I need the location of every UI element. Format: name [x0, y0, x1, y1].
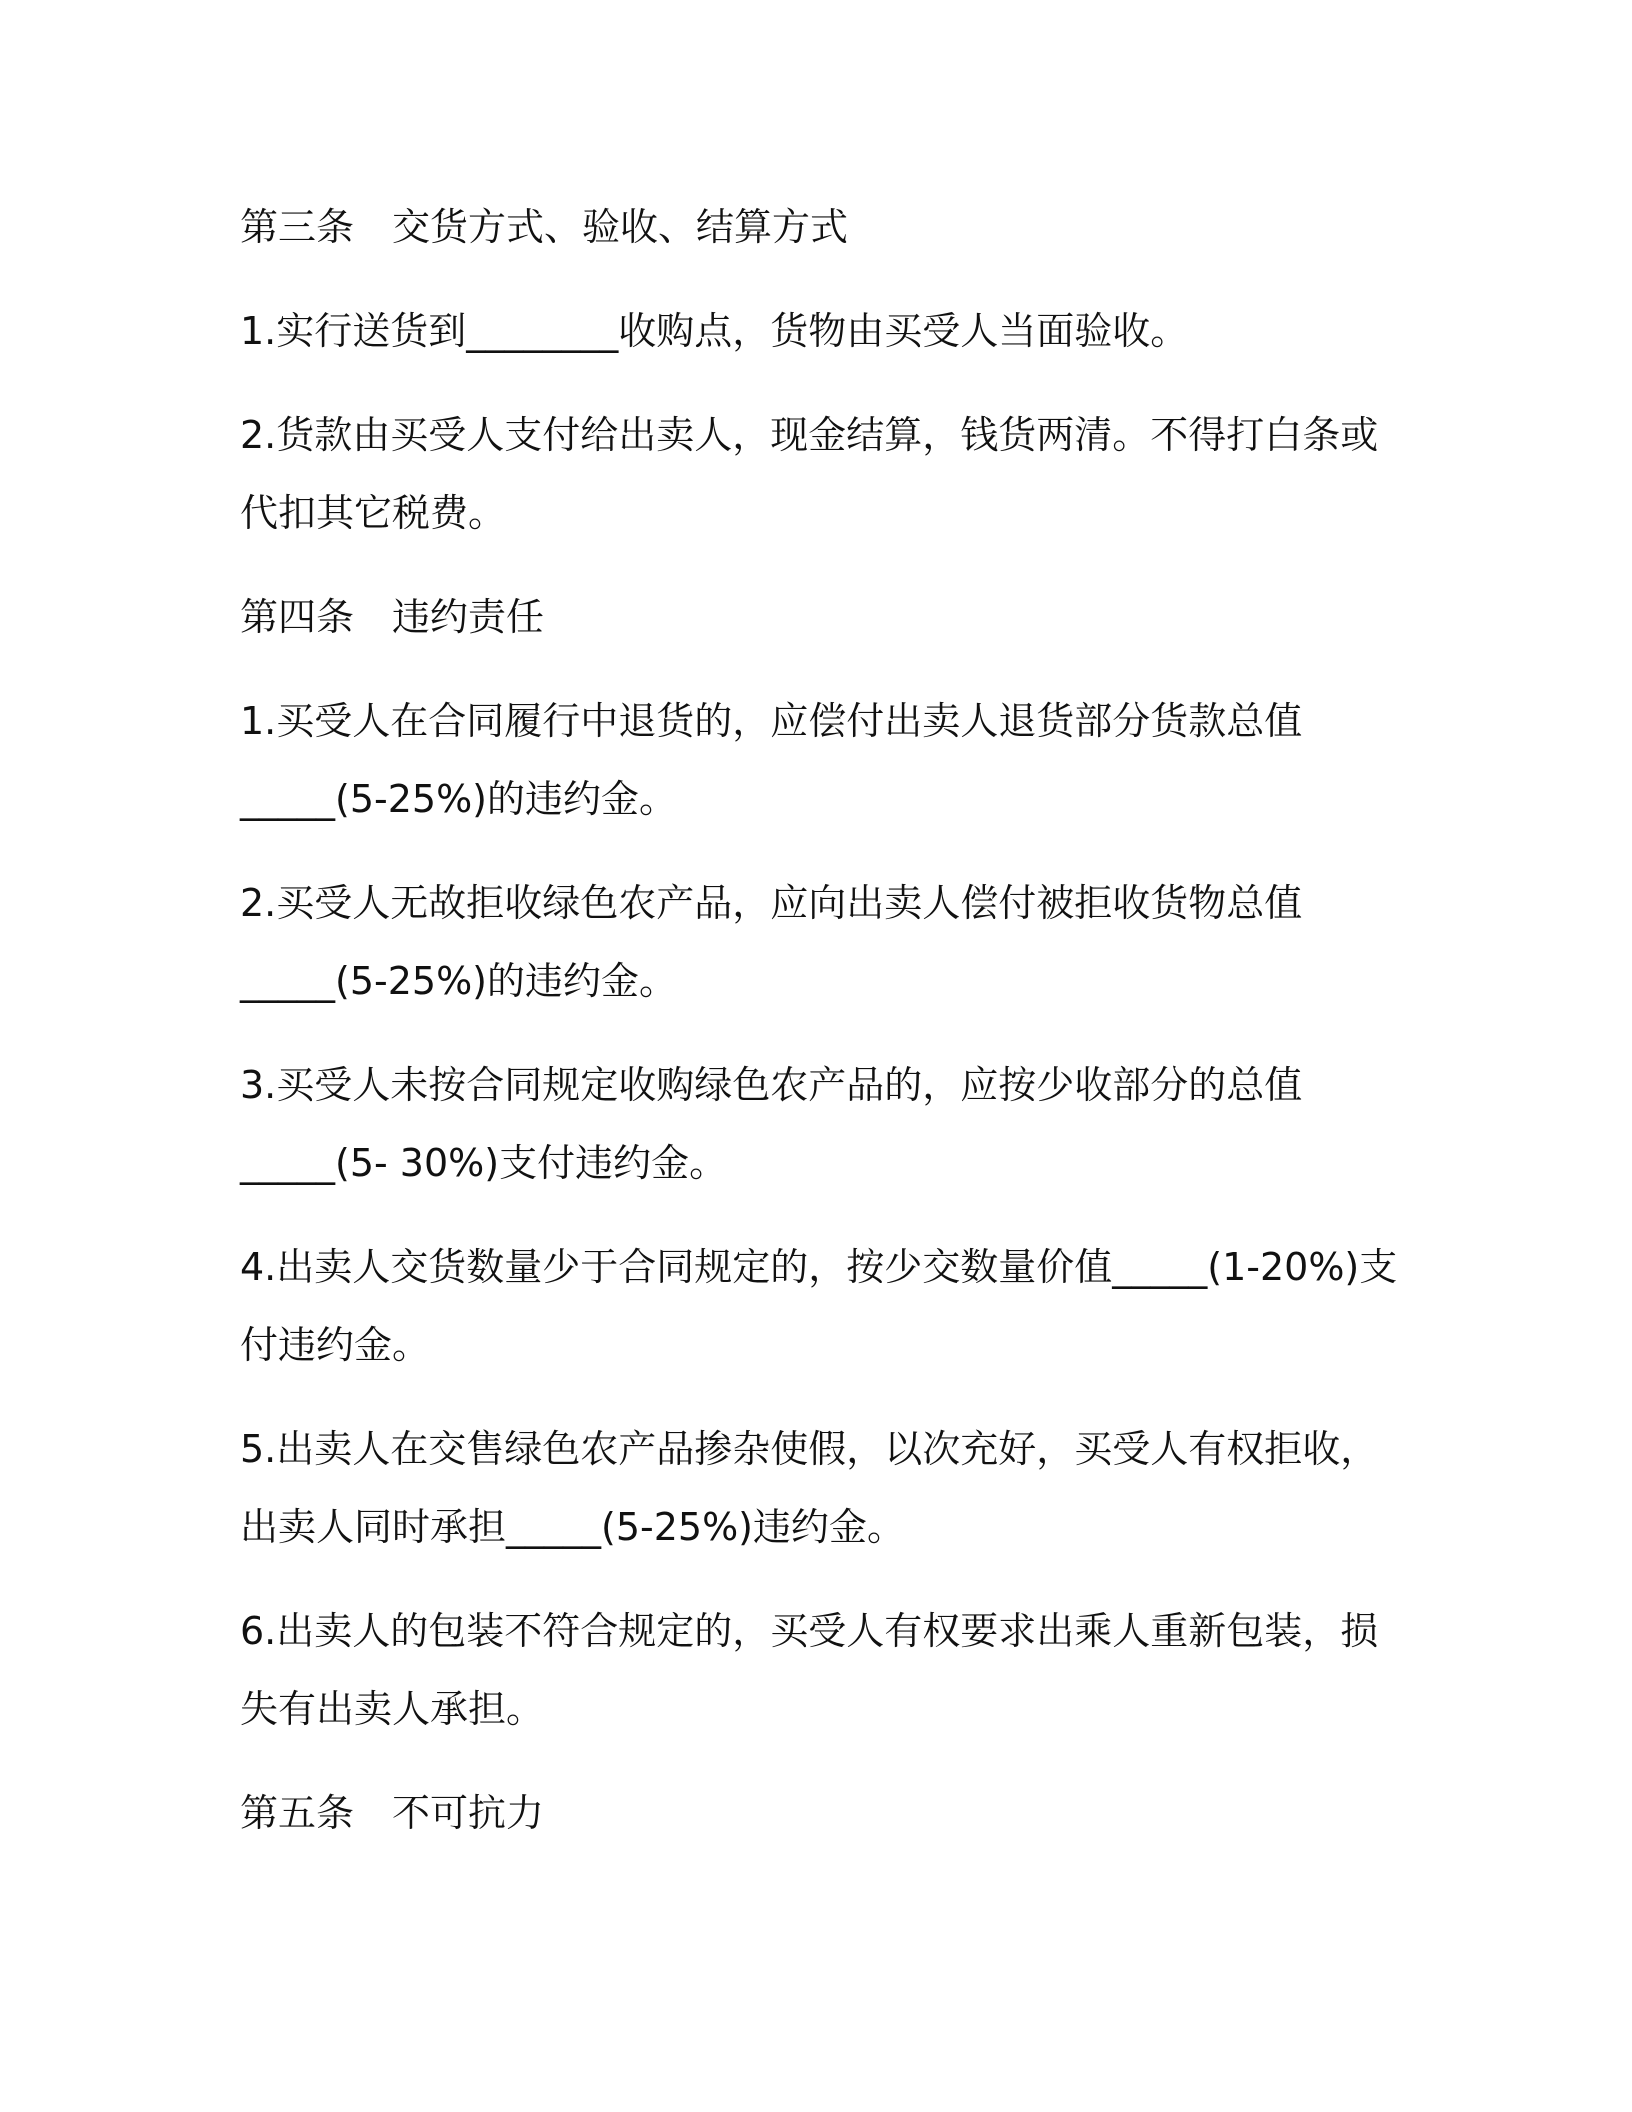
article-3-item-1: 1.实行送货到________收购点，货物由买受人当面验收。 [240, 309, 1189, 353]
article-3-item-2: 2.货款由买受人支付给出卖人，现金结算，钱货两清。不得打白条或代扣其它税费。 [240, 413, 1379, 535]
article-4-item-4: 4.出卖人交货数量少于合同规定的，按少交数量价值_____(1-20%)支付违约金。 [240, 1245, 1398, 1367]
article-5-heading: 第五条 不可抗力 [240, 1791, 545, 1835]
article-4-item-5: 5.出卖人在交售绿色农产品掺杂使假，以次充好，买受人有权拒收，出卖人同时承担_____(5-25%)违约金。 [240, 1427, 1379, 1549]
article-4-item-1: 1.买受人在合同履行中退货的，应偿付出卖人退货部分货款总值_____(5-25%)的违约金。 [240, 699, 1303, 821]
article-4-item-3: 3.买受人未按合同规定收购绿色农产品的，应按少收部分的总值_____(5- 30%)支付违约金。 [240, 1063, 1303, 1185]
article-4-item-6: 6.出卖人的包装不符合规定的，买受人有权要求出乘人重新包装，损失有出卖人承担。 [240, 1609, 1379, 1731]
article-3-heading: 第三条 交货方式、验收、结算方式 [240, 205, 849, 249]
document-page [240, 188, 1400, 1878]
article-4-item-2: 2.买受人无故拒收绿色农产品，应向出卖人偿付被拒收货物总值_____(5-25%)的违约金。 [240, 881, 1303, 1003]
article-4-heading: 第四条 违约责任 [240, 595, 545, 639]
